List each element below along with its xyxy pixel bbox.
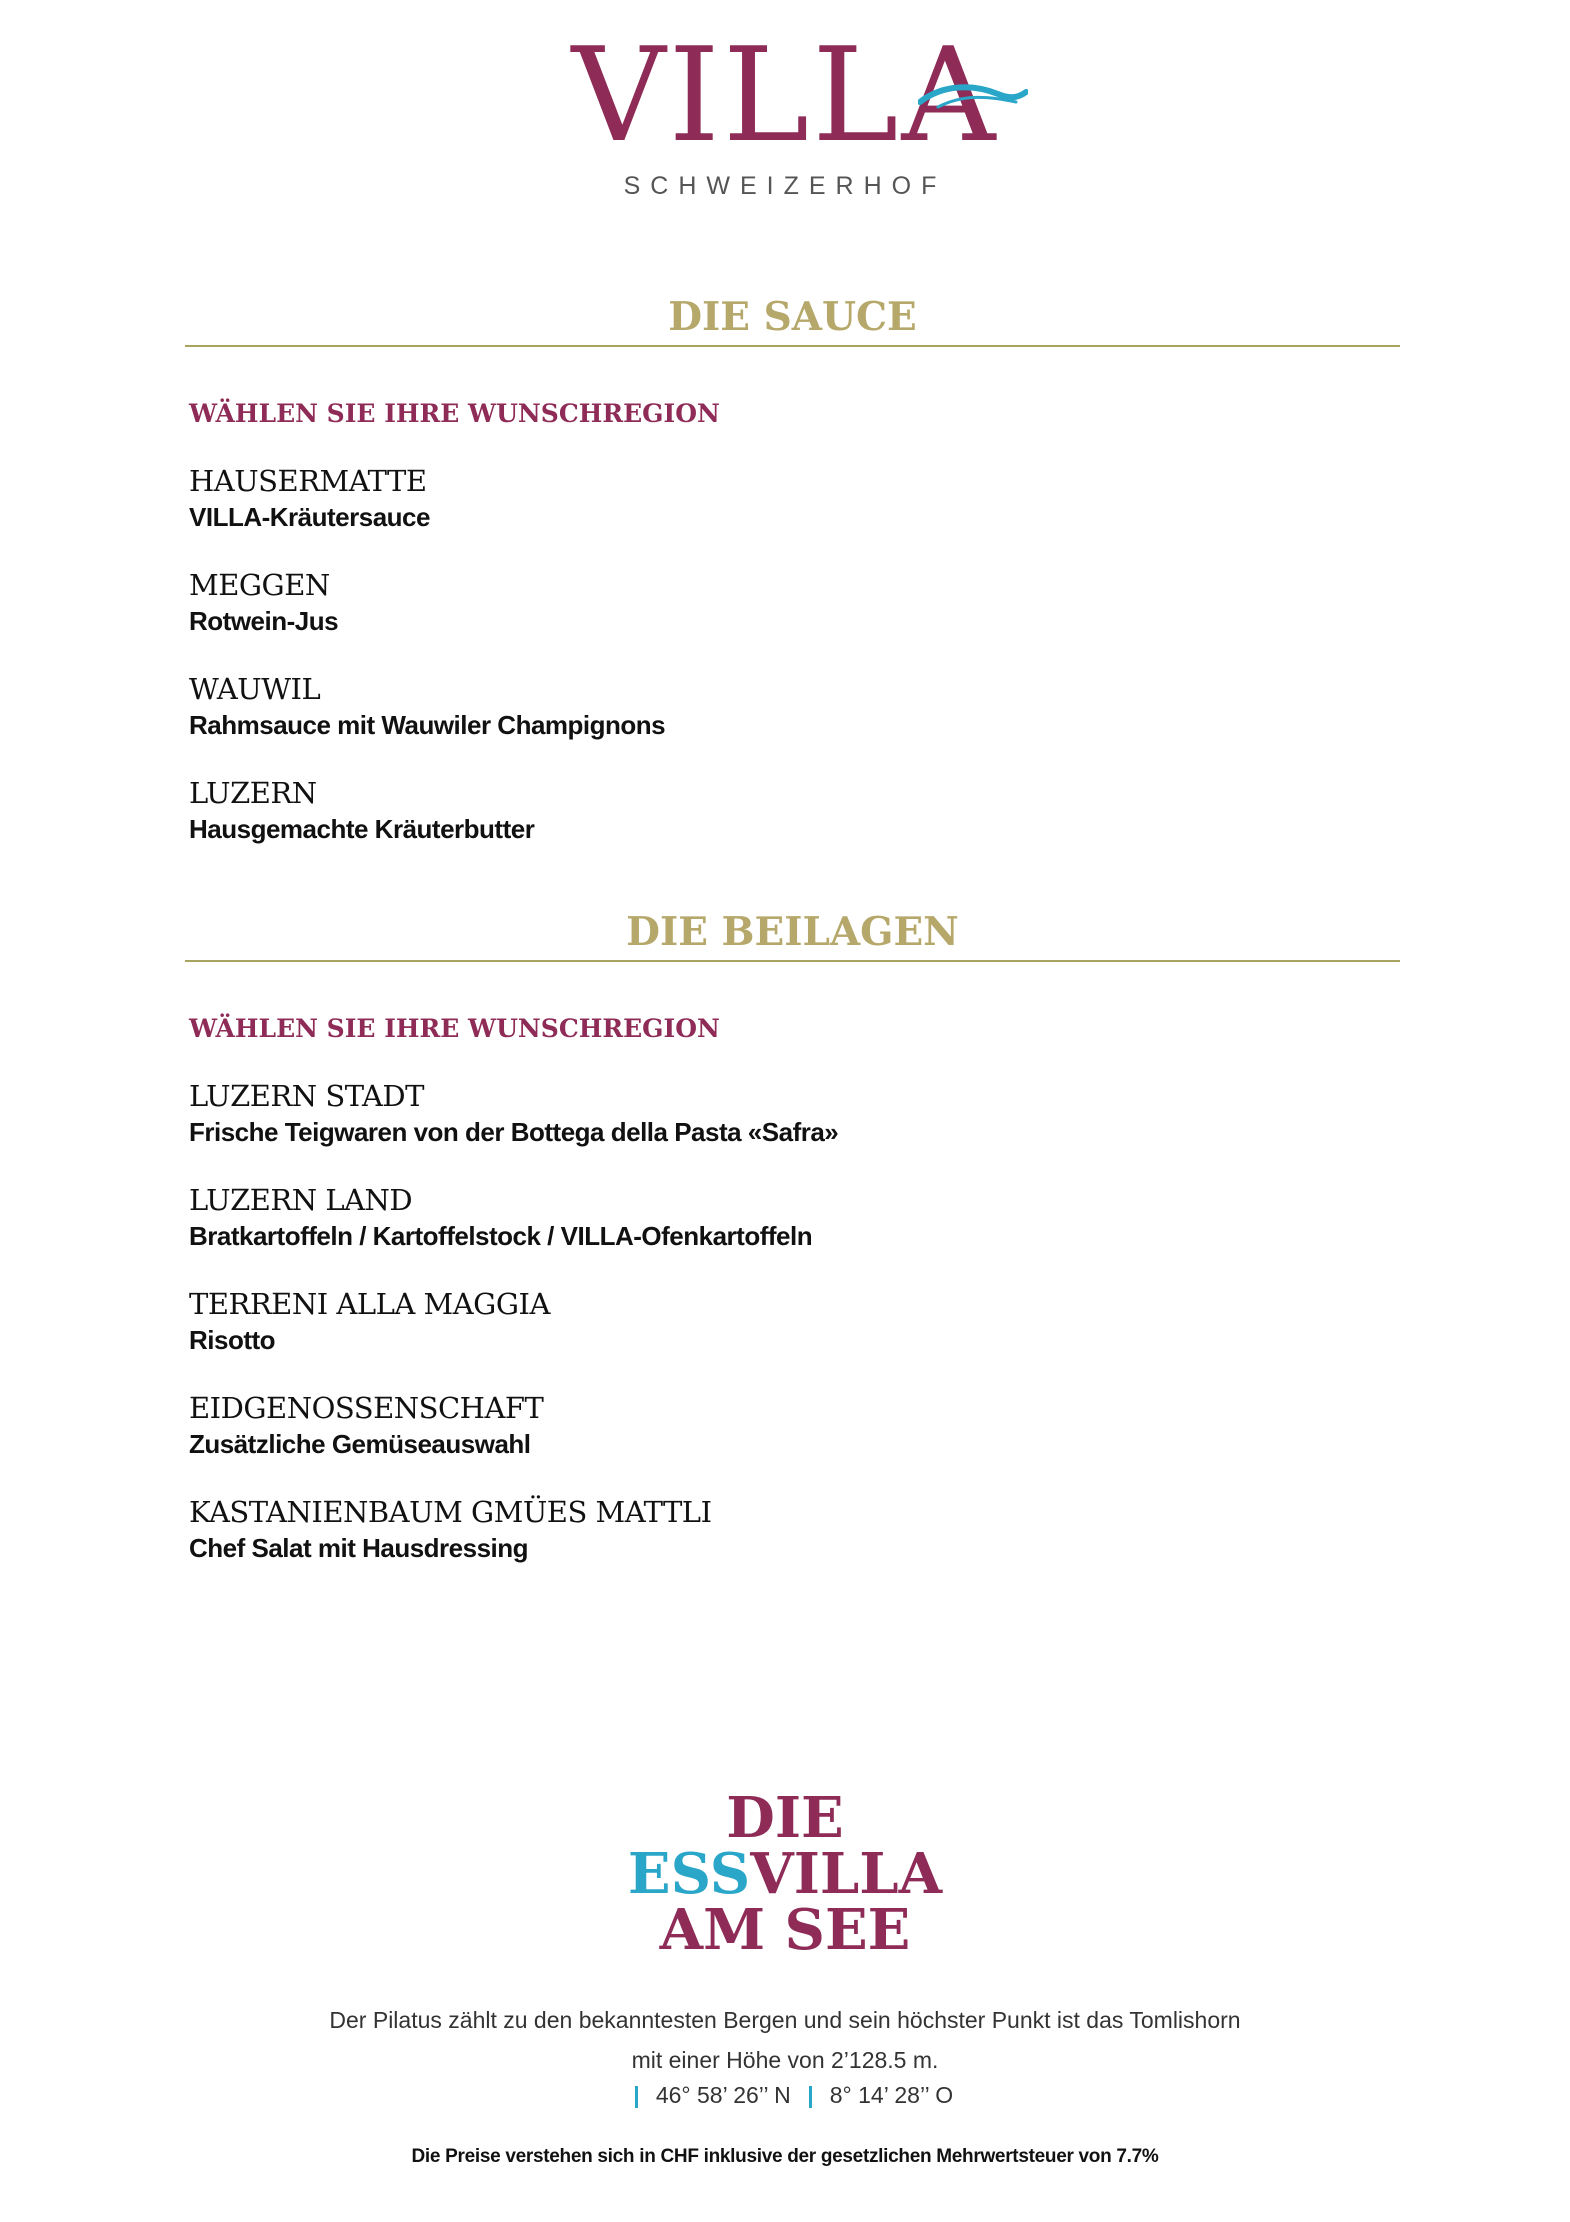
price-note: Die Preise verstehen sich in CHF inklusive der gesetzlichen Mehrwertsteuer von 7.7% [411,2146,1159,2167]
item-name: LUZERN STADT [189,1079,425,1113]
menu-item [189,670,1400,774]
footer-logo-line2 [0,1841,1570,1907]
menu-item [189,1389,1400,1493]
menu-item [189,566,1400,670]
item-description: Rotwein-Jus [189,606,339,636]
pilatus-description [0,2000,1570,2080]
item-description: VILLA-Kräutersauce [189,502,430,532]
section-divider [185,960,1400,962]
logo-subtitle: SCHWEIZERHOF [623,172,947,200]
item-name: KASTANIENBAUM GMÜES MATTLI [189,1495,712,1529]
villa-logo [0,19,1570,201]
item-name: HAUSERMATTE [189,464,427,498]
footer-logo-villa: VILLA [750,1841,943,1907]
footer-logo-ess: ESS [627,1841,751,1907]
section-title: DIE SAUCE [668,294,917,340]
region-label: WÄHLEN SIE IHRE WUNSCHREGION [189,399,720,428]
section-title: DIE BEILAGEN [626,909,959,955]
item-name: MEGGEN [189,568,330,602]
essvilla-logo [0,1785,1570,1963]
item-description: Bratkartoffeln / Kartoffelstock / VILLA-Ofenkartoffeln [189,1221,813,1251]
section-beilagen [185,909,1400,1597]
footer-logo-line1: DIE [726,1785,844,1851]
item-list [189,1077,1400,1597]
item-name: EIDGENOSSENSCHAFT [189,1391,544,1425]
coordinates [0,2082,1570,2109]
logo-wordmark: VILLA [571,19,999,171]
section-divider [185,345,1400,347]
footer-logo-line3: AM SEE [659,1897,911,1963]
menu-item [189,462,1400,566]
footer-text-line1: Der Pilatus zählt zu den bekanntesten Bergen und sein höchster Punkt ist das Tomlishorn [329,2007,1241,2033]
footer-text-line2: mit einer Höhe von 2’128.5 m. [631,2047,939,2073]
menu-item [189,1285,1400,1389]
item-description: Rahmsauce mit Wauwiler Champignons [189,710,666,740]
menu-item [189,1181,1400,1285]
section-sauce [185,294,1400,878]
coord-separator [809,2086,812,2108]
menu-item [189,1077,1400,1181]
wave-icon [918,80,1028,110]
menu-item [189,1493,1400,1597]
coord-separator [635,2086,638,2108]
coord-north: 46° 58’ 26’’ N [655,2082,791,2108]
region-label: WÄHLEN SIE IHRE WUNSCHREGION [189,1014,720,1043]
coord-east: 8° 14’ 28’’ O [829,2082,954,2108]
item-description: Frische Teigwaren von der Bottega della Pasta «Safra» [189,1117,839,1147]
menu-item [189,774,1400,878]
item-name: LUZERN [189,776,317,810]
item-name: TERRENI ALLA MAGGIA [189,1287,550,1321]
item-description: Chef Salat mit Hausdressing [189,1533,529,1563]
item-name: WAUWIL [189,672,321,706]
item-list [189,462,1400,878]
item-description: Risotto [189,1325,276,1355]
item-description: Zusätzliche Gemüseauswahl [189,1429,531,1459]
item-name: LUZERN LAND [189,1183,413,1217]
item-description: Hausgemachte Kräuterbutter [189,814,535,844]
